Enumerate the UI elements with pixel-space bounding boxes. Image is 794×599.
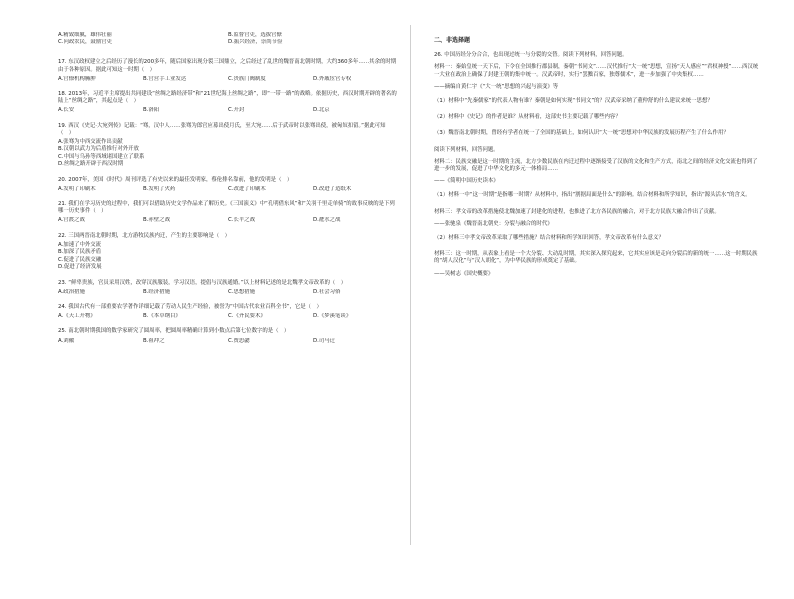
option-b: B.赤壁之战 — [143, 217, 170, 224]
question-16-options — [58, 32, 398, 46]
question-stem: 20. 2007年，美国《时代》周刊评选了有史以来的最佳发明家，蔡伦排名靠前，他的发明是（ ） — [58, 176, 293, 183]
option-a: A.加速了中外交流 — [58, 241, 102, 248]
option-d: D.促进了经济发展 — [58, 264, 102, 271]
option-d: D.丝绸之路开辟于西汉时期 — [58, 161, 124, 168]
question-block — [58, 280, 398, 296]
question-options — [58, 242, 398, 272]
option-b: B.监督官吏，选拔官僚 — [228, 32, 282, 38]
question-options — [58, 139, 398, 169]
question-block — [58, 91, 398, 115]
question-options — [58, 217, 398, 224]
option-a: A.张骞为中西交流作出贡献 — [58, 139, 123, 146]
question-block — [58, 123, 398, 169]
option-b: B.《本草纲目》 — [143, 313, 181, 320]
option-c: C.贾思勰 — [228, 337, 250, 344]
option-d: D.淝水之战 — [313, 217, 341, 224]
question-block — [58, 59, 398, 83]
question-stem: 19. 西汉《史记·大宛列传》记载：“骞，汉中人……张骞为郎官应募出使月氏，至大宛……后于武帝时以张骞出使，被匈奴扣留。”据此可知（ ） — [58, 122, 386, 136]
question-stem: 18. 2013年，习近平主席提出共同建设“丝绸之路经济带”和“21世纪海上丝绸之路”，即“一带一路”的战略。依据历史，西汉时期开辟的著名的陆上“丝绸之路”，其起点是（ ） — [58, 91, 397, 105]
option-c: C.改进了印刷术 — [228, 185, 266, 192]
option-d: D.司马迁 — [313, 337, 336, 344]
question-intro-2: 阅读下列材料，回答问题。 — [434, 146, 499, 153]
option-c: C.贵族门阀制度 — [228, 75, 266, 82]
option-c: C.开封 — [228, 107, 245, 114]
material-4-source: ——吴树志《国史概要》 — [434, 270, 494, 277]
option-a: A.官僚机构臃肿 — [58, 75, 96, 82]
option-d: D.社会习俗 — [313, 288, 341, 295]
question-options — [58, 107, 398, 114]
sub-question-3: （3）魏晋南北朝时期，曾经有学者在统一了全国的基础上，如何认识“大一统”思想对中华民族的发展历程产生了什么作用？ — [434, 130, 729, 137]
option-b: B.经济措施 — [143, 288, 170, 295]
option-c: C.《齐民要术》 — [228, 313, 266, 320]
question-stem: 24. 我国古代有一部重要农学著作详细记载了劳动人民生产经验，被誉为“中国古代农业百科全书”，它是（ ） — [58, 303, 322, 310]
option-d: D.外戚宦官专权 — [313, 75, 352, 82]
option-b: B.洛阳 — [143, 107, 160, 114]
question-options — [58, 338, 398, 345]
material-2: 材料二：民族交融是这一时期的主流，北方少数民族在内迁过程中逐渐接受了汉族的文化和生产方式，南北之间的经济文化交流也得到了进一步的发展，促进了中华文化的多元一体格局…… — [434, 158, 758, 173]
option-a: A.精致细腻，雄伟壮丽 — [58, 32, 112, 38]
section-title: 二、非选择题 — [434, 37, 471, 44]
material-2-source: ——《简明中国历史读本》 — [434, 178, 499, 185]
option-c: C.中国与乌孙等西域诸国建立了联系 — [58, 153, 145, 160]
sub-question-2: （2）材料中《史记》的作者是谁？从材料看，这部史书主要记载了哪些内容？ — [434, 114, 621, 121]
option-b: B.祖冲之 — [143, 337, 165, 344]
material-4: 材料三：这一时期，从表象上看是一个大分裂、大动乱时期，其实深入探究起来，它其实应该是走向分裂后的新的统一……这一时期民族的“胡人汉化”与“汉人胡化”，为中华民族的形成奠定了基础。 — [434, 251, 758, 265]
material-1: 材料一：秦始皇统一天下后，下令在全国推行郡县制，秦朝“书同文”……汉代推行“大一统”思想，宣扬“天人感应”“君权神授”……西汉统一大业在政治上确保了封建王朝的集中统一。汉武帝时，实行“罢黜百家，独尊儒术”，进一步加强了中央集权…… — [434, 64, 759, 78]
question-stem: 25. 南北朝时期我国的数学家研究了圆周率，把圆周率精确计算到小数点后第七位数字的是（ ） — [58, 328, 290, 335]
option-d: D.改进了造纸术 — [313, 185, 352, 192]
option-a: A.《天工开物》 — [58, 313, 96, 320]
material-1-source: ——摘编自黄仁宇《“大一统”思想的兴起与演变》等 — [434, 83, 559, 90]
option-a: A.官渡之战 — [58, 217, 85, 224]
option-d: D.《梦溪笔谈》 — [313, 313, 352, 320]
question-block — [58, 304, 398, 320]
sub-question-4: （1）材料一中“这一时期”是指哪一时期？从材料中，指出“割据局面是什么”的影响。结合材料和所学知识，指出“源头活水”的含义。 — [434, 192, 751, 199]
option-a: A.刘徽 — [58, 337, 75, 344]
option-a: A.长安 — [58, 107, 75, 114]
question-stem: 21. 我们在学习历史的过程中，我们可以借助历史文学作品来了解历史。《三国演义》中“孔明借东风”和“关羽千里走单骑”的故事反映的是下列哪一历史事件（ ） — [58, 201, 395, 215]
right-column — [434, 0, 760, 599]
question-stem: 22. 三国两晋南北朝时期，北方游牧民族内迁，产生的主要影响是（ ） — [58, 232, 231, 239]
option-b: B.官营手工业发达 — [143, 75, 187, 82]
material-3: 材料三：孝文帝的改革措施使北魏加速了封建化的进程，也推进了北方各民族的融合，对于北方民族大融合作出了贡献。 — [434, 208, 720, 215]
sub-question-1: （1）材料中“先秦儒家”的代表人物有谁？秦朝是如何实现“书同文”的？汉武帝采纳了董仲舒的什么建议来统一思想？ — [434, 98, 713, 105]
column-divider — [410, 25, 411, 545]
left-column — [58, 0, 398, 594]
question-block — [58, 201, 398, 225]
option-a: A.发明了印刷术 — [58, 185, 96, 192]
option-c: C.促进了民族交融 — [58, 256, 102, 263]
question-options — [58, 313, 398, 320]
question-options — [58, 76, 398, 83]
question-list — [58, 59, 398, 344]
option-a: A.政治措施 — [58, 288, 85, 295]
option-b: B.加深了民族矛盾 — [58, 249, 102, 256]
option-b: B.发明了火药 — [143, 185, 176, 192]
question-intro: 26. 中国历经分分合合，也出现过统一与分裂的交替。阅读下列材料，回答问题。 — [434, 52, 628, 59]
material-3-source: ——张驰泉《魏晋南北朝史：分裂与融合的时代》 — [434, 220, 553, 227]
question-options — [58, 186, 398, 193]
question-block — [58, 233, 398, 272]
option-c: C.长平之战 — [228, 217, 256, 224]
options-q16 — [58, 32, 398, 46]
question-block — [58, 177, 398, 193]
question-stem: 17. 东汉政权建立之后经历了漫长的200多年，随后国家出现分裂三国鼎立，之后经过了乱世的魏晋南北朝时期，大约360多年……其余的时期由于各种原因。据此可知这一时期（ ） — [58, 59, 397, 73]
option-c: C.思想措施 — [228, 288, 256, 295]
question-stem: 23. “鲜卑贵族，官员采用汉姓，改穿汉族服装，学习汉语，提倡与汉族通婚。”以上材料记述的是北魏孝文帝改革的（ ） — [58, 279, 347, 286]
option-d: D.振兴经济，崇尚节俭 — [228, 39, 283, 46]
sub-question-5: （2）材料三中孝文帝改革采取了哪些措施？结合材料和所学知识回答，孝文帝改革有什么意义？ — [434, 235, 664, 242]
question-options — [58, 289, 398, 296]
question-block — [58, 328, 398, 344]
option-c: C.问政农民，鼓励官吏 — [58, 39, 112, 46]
option-b: B.汉朝以武力为后盾推行对外开放 — [58, 146, 139, 153]
option-d: D.北京 — [313, 107, 330, 114]
